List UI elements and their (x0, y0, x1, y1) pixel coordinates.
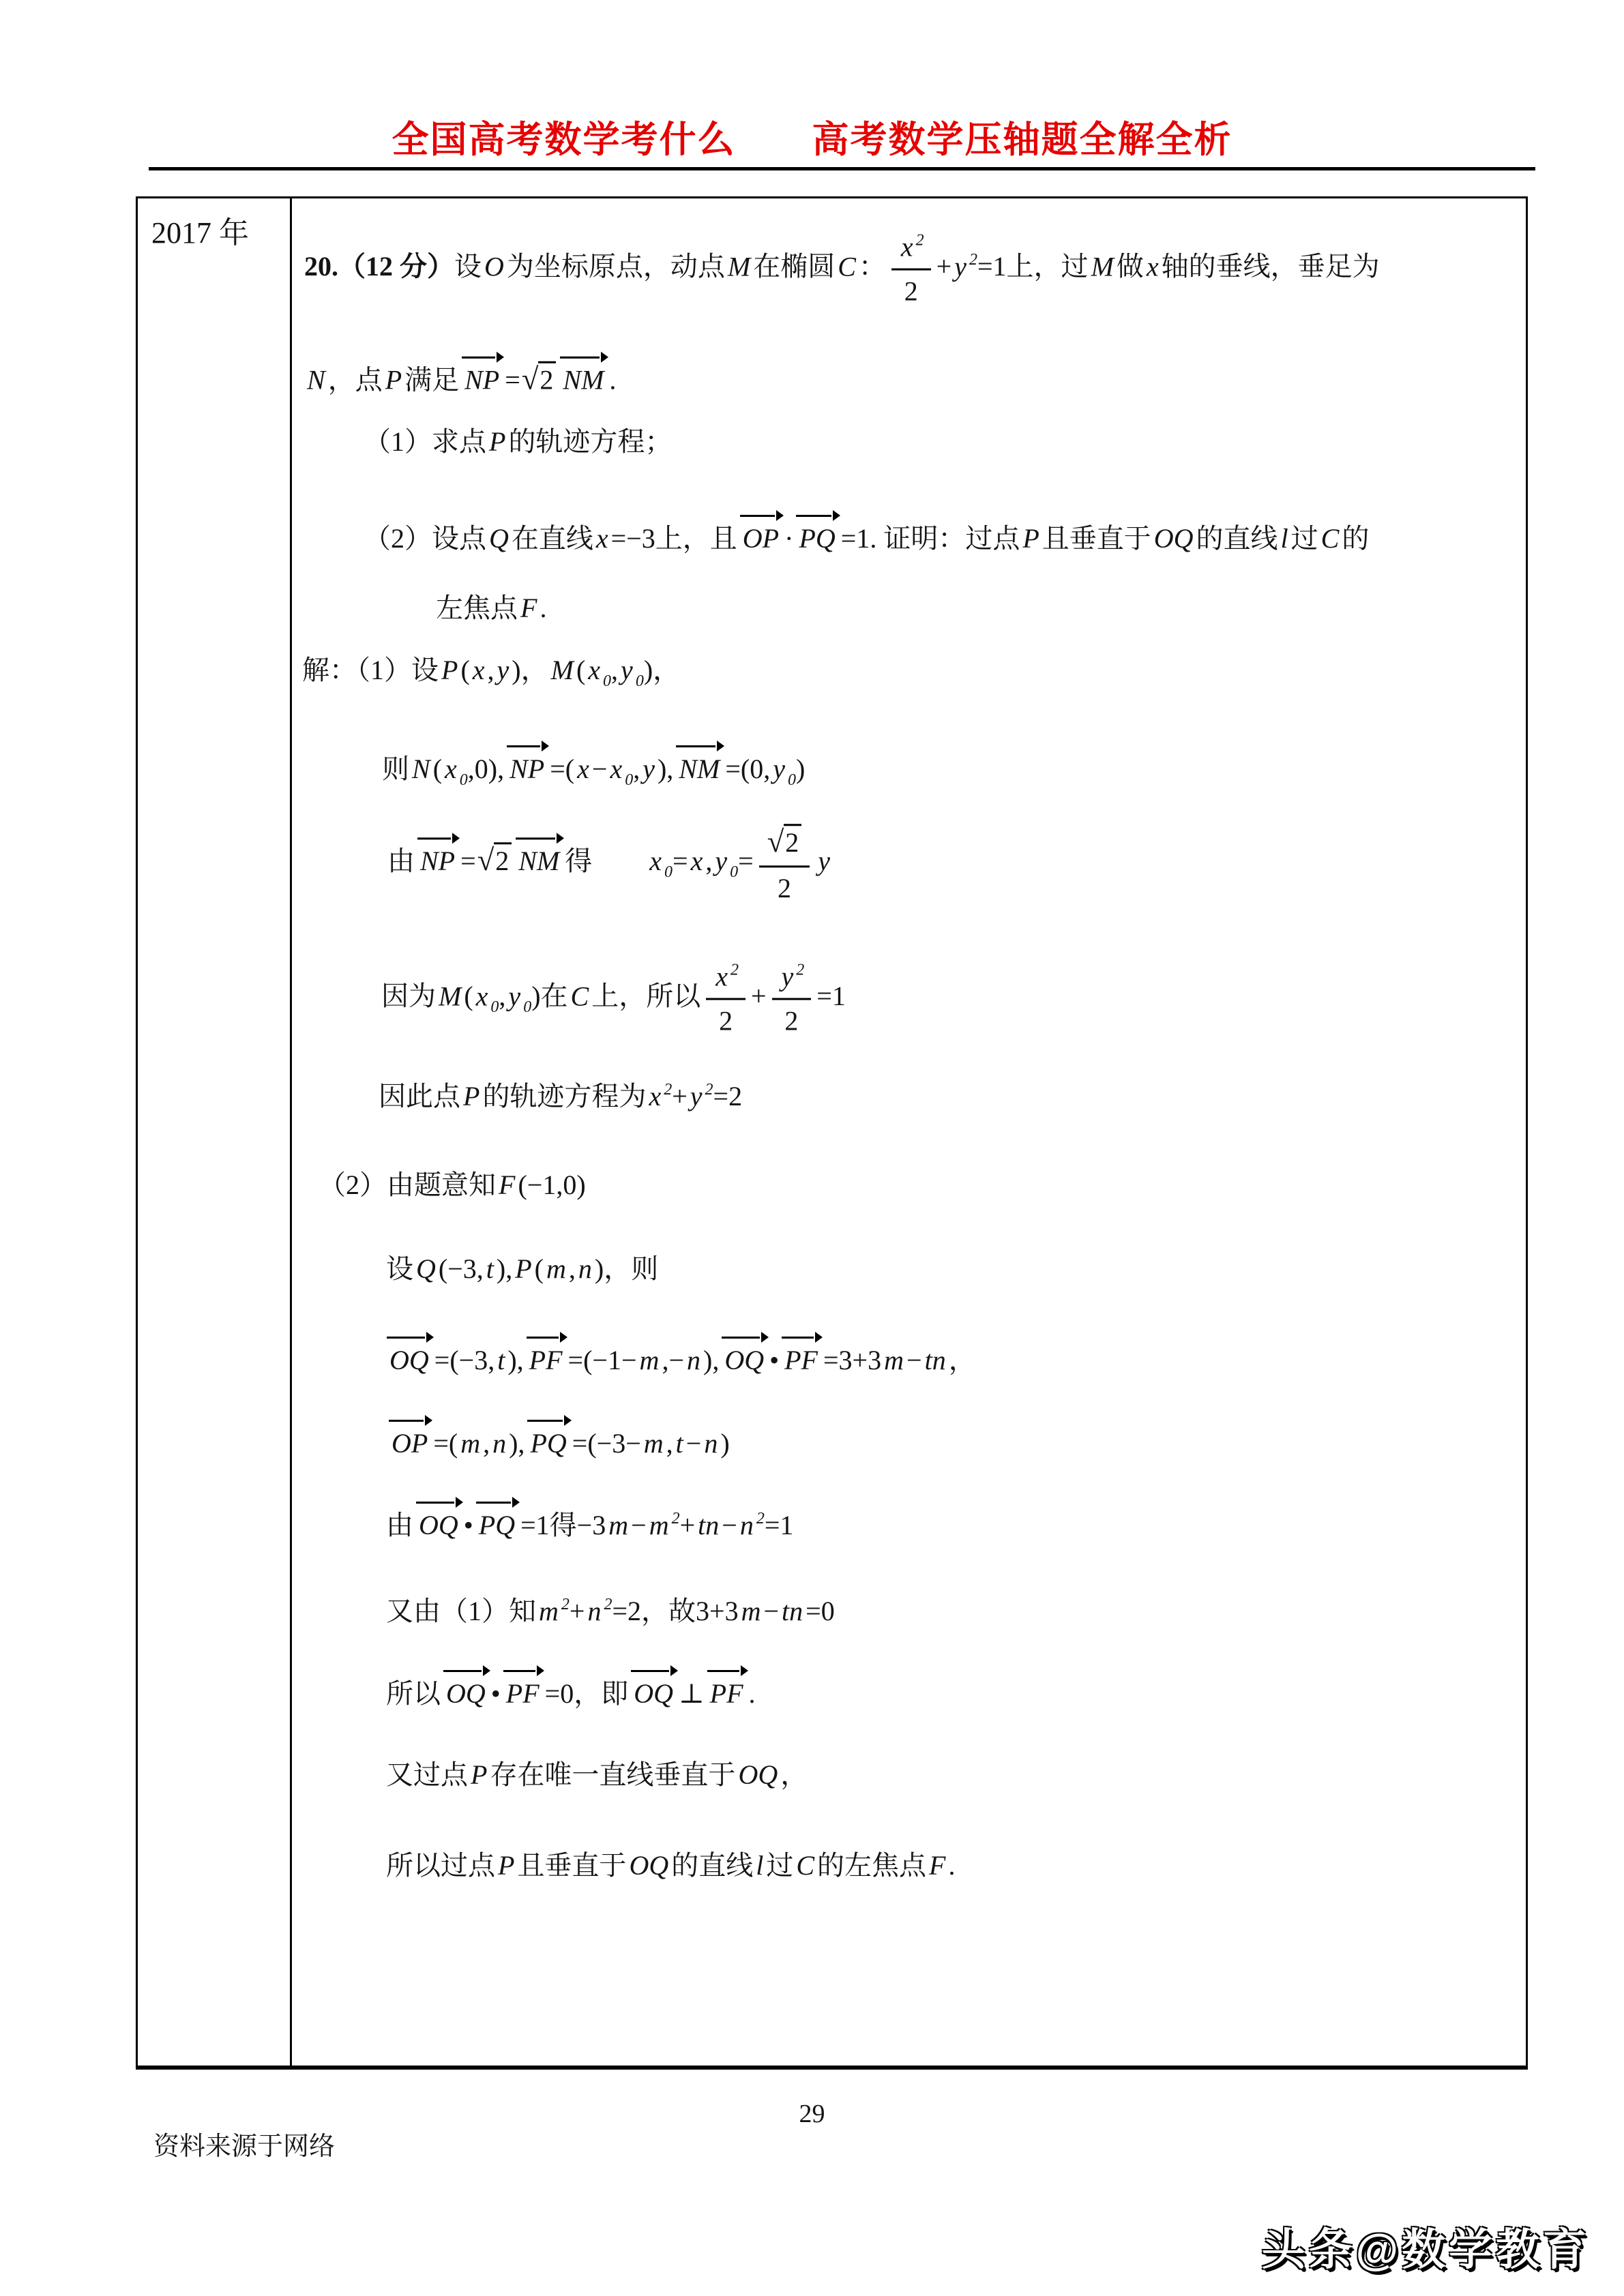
vector-arrow-term: PF (525, 1345, 567, 1376)
math-line-solution: 因为 M ( x $_0$, y $_0$)在 C 上，所以 $\frac{x ^2}{2}$ + $\frac{y ^2}{2}$ =1 (381, 961, 846, 1037)
math-line-solution: 所以过点 P 且垂直于 OQ 的直线 l 过 C 的左焦点 F . (386, 1850, 956, 1881)
math-line-question-2: （2）设点 Q 在直线 x =−3上，且 OP · PQ =1. 证明：过点 P 且垂直于 OQ 的直线 l 过 C 的 (364, 523, 1370, 554)
page-title: 全国高考数学考什么 高考数学压轴题全解全析 (392, 119, 1232, 160)
math-line-problem: 20.（12 分）设 O 为坐标原点，动点 M 在椭圆 C ： $\frac{x ^2}{2}$ + y $^2$=1上，过 M 做 x 轴的垂线，垂足为 (304, 231, 1380, 307)
vector-arrow-term: NP (505, 754, 548, 785)
watermark: 头条@数学教育 (1261, 2225, 1590, 2274)
table-column-divider (290, 198, 292, 2066)
math-line-question-2b: 左焦点 F . (436, 593, 547, 623)
vector-arrow-term: NM (514, 846, 563, 877)
vector-arrow-term: NM (675, 754, 724, 785)
question-table (136, 196, 1528, 2070)
math-line-solution: 因此点 P 的轨迹方程为 x $^2$+ y $^2$=2 (379, 1081, 743, 1112)
vector-arrow-term: OQ (442, 1678, 490, 1710)
math-line-solution: 设 Q (−3, t ), P ( m , n )，则 (386, 1253, 659, 1284)
math-line-solution: 由 NP =√2 NM 得 x $_0$= x , y $_0$= $\frac{√2}{2}$ y (387, 824, 831, 904)
math-line-solution: 又由（1）知 m $^2$+ n $^2$=2，故3+3 m − tn =0 (386, 1596, 835, 1626)
footer-source-note: 资料来源于网络 (153, 2132, 336, 2161)
year-cell: 2017 年 (151, 216, 249, 250)
vector-arrow-term: PF (706, 1678, 748, 1710)
math-line-solution: 由 OQ • PQ =1得−3 m − m $^2$+ tn − n $^2$=1 (386, 1510, 794, 1540)
vector-arrow-term: PQ (795, 523, 839, 554)
math-line-solution: 所以 OQ • PF =0，即 OQ ⊥ PF . (386, 1678, 756, 1709)
math-line-problem: N ，点 P 满足 NP =√2 NM . (307, 361, 617, 396)
vector-arrow-term: OP (387, 1428, 432, 1459)
math-line-question-1: （1）求点 P 的轨迹方程； (364, 426, 673, 457)
vector-arrow-term: OQ (415, 1510, 462, 1541)
vector-arrow-term: NM (559, 365, 608, 396)
math-line-solution: 解：（1）设 P ( x , y )， M ( x $_0$, y $_0$)， (302, 655, 681, 690)
vector-arrow-term: PF (502, 1678, 544, 1710)
vector-arrow-term: PQ (475, 1510, 519, 1541)
math-line-solution: 则 N ( x $_0$,0), NP =( x − x $_0$, y ), NM =(0, y $_0$) (382, 754, 806, 789)
math-line-solution: 又过点 P 存在唯一直线垂直于 OQ ， (386, 1759, 808, 1790)
vector-arrow-term: PF (780, 1345, 822, 1376)
vector-arrow-term: NP (416, 846, 459, 877)
vector-arrow-term: PQ (526, 1428, 570, 1459)
vector-arrow-term: NP (460, 365, 503, 396)
math-line-solution: （2）由题意知 F (−1,0) (319, 1169, 586, 1200)
header-rule (149, 167, 1535, 170)
vector-arrow-term: OQ (385, 1345, 433, 1376)
math-line-solution: OQ =(−3, t ), PF =(−1− m ,− n ), OQ • PF =3+3 m − tn ， (384, 1345, 976, 1376)
math-line-solution: OP =( m , n ), PQ =(−3− m , t − n ) (386, 1428, 730, 1459)
page-number: 29 (799, 2100, 825, 2128)
vector-arrow-term: OP (739, 523, 783, 554)
vector-arrow-term: OQ (630, 1678, 677, 1710)
vector-arrow-term: OQ (720, 1345, 768, 1376)
